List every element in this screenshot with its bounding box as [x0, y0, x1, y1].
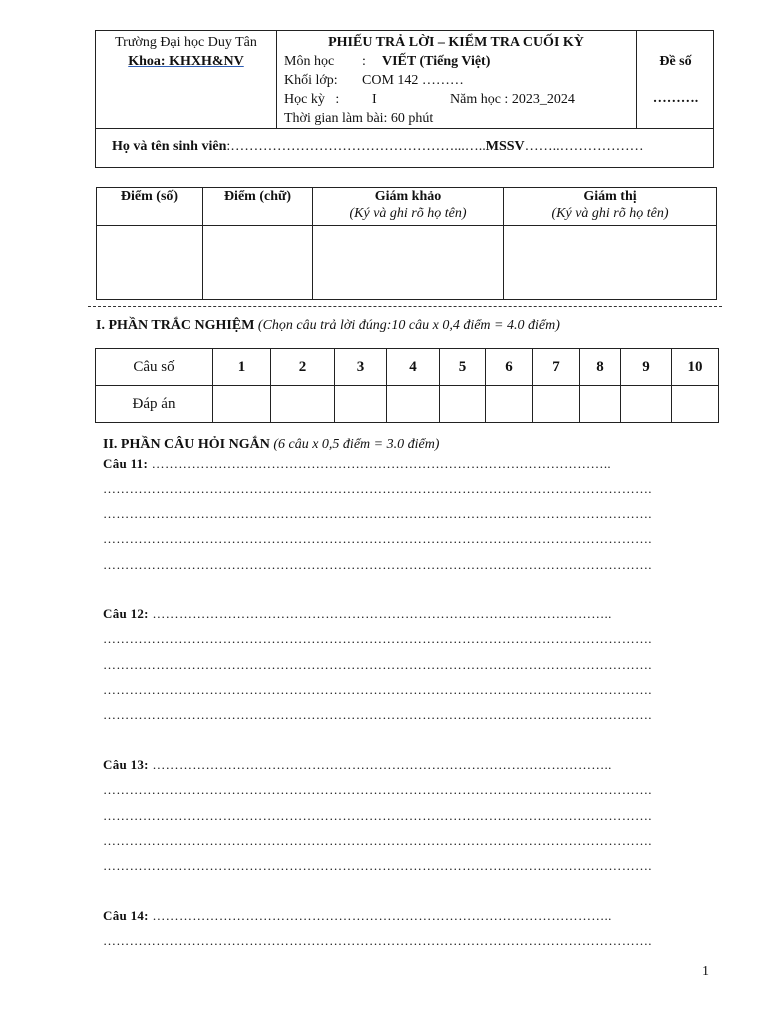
answer-line[interactable]: …………………………………………………………………………………………………………….: [103, 531, 652, 546]
section1-title: I. PHẦN TRẮC NGHIỆM: [96, 318, 255, 333]
school-name: Trường Đại học Duy Tân: [115, 35, 257, 50]
page-number: 1: [702, 964, 709, 979]
proctor-header: Giám thị (Ký và ghi rõ họ tên): [504, 188, 717, 226]
student-name-field: :…………………………………………...…..: [226, 139, 486, 154]
answer-line[interactable]: …………………………………………………………………………………………………………….: [103, 933, 652, 948]
term-line: [284, 92, 575, 108]
score-number-cell[interactable]: [97, 226, 203, 300]
term-value: I: [372, 92, 377, 107]
score-table-entry-row: [97, 226, 717, 300]
student-id-label: MSSV: [485, 139, 525, 154]
question-number-label: Câu số: [96, 349, 213, 386]
subject-label: Môn học: [284, 54, 335, 69]
exam-header-box: [95, 30, 714, 168]
answer-line[interactable]: …………………………………………………………………………………………………………….: [103, 808, 652, 823]
answer-cell[interactable]: [672, 386, 719, 423]
question-number: 9: [621, 349, 672, 386]
faculty-name: Khoa: KHXH&NV: [128, 54, 244, 69]
question-number: 8: [580, 349, 621, 386]
answer-row: [96, 386, 719, 423]
answer-line[interactable]: …………………………………………………………………………………………………………….: [103, 858, 652, 873]
question-number: 7: [533, 349, 580, 386]
class-line: [284, 73, 464, 89]
question-number: 3: [335, 349, 387, 386]
answer-cell[interactable]: [440, 386, 486, 423]
examiner-signature-cell[interactable]: [313, 226, 504, 300]
answer-line[interactable]: …………………………………………………………………………………………………………….: [103, 506, 652, 521]
score-table-header-row: [97, 188, 717, 226]
sheet-title: PHIẾU TRẢ LỜI – KIỂM TRA CUỐI KỲ: [328, 35, 584, 50]
question-13-line[interactable]: Câu 13: …………………………………………………………………………………………..: [103, 757, 612, 772]
answer-cell[interactable]: [533, 386, 580, 423]
student-id-field: ……..………………: [524, 139, 644, 154]
section1-note: (Chọn câu trả lời đúng:10 câu x 0,4 điểm = 4.0 điểm): [257, 318, 560, 333]
header-divider: [96, 128, 713, 129]
term-label: Học kỳ :: [284, 92, 340, 107]
score-number-header: Điểm (số): [97, 188, 203, 226]
answer-line[interactable]: …………………………………………………………………………………………………………….: [103, 631, 652, 646]
section2-title: II. PHẦN CÂU HỎI NGẮN: [103, 437, 270, 452]
answer-cell[interactable]: [621, 386, 672, 423]
school-year: Năm học : 2023_2024: [450, 92, 575, 107]
student-name-label: Họ và tên sinh viên: [112, 139, 227, 154]
score-table: [96, 187, 717, 300]
answer-line[interactable]: …………………………………………………………………………………………………………….: [103, 707, 652, 722]
student-info-line: [112, 139, 644, 155]
question-number: 5: [440, 349, 486, 386]
exam-duration: Thời gian làm bài: 60 phút: [284, 111, 434, 126]
score-words-header: Điểm (chữ): [203, 188, 313, 226]
answer-cell[interactable]: [213, 386, 271, 423]
question-number: 4: [387, 349, 440, 386]
answer-cell[interactable]: [580, 386, 621, 423]
exam-code-value: ……….: [652, 91, 699, 106]
class-label: Khối lớp:: [284, 73, 338, 88]
question-number-row: [96, 349, 719, 386]
answer-line[interactable]: …………………………………………………………………………………………………………….: [103, 782, 652, 797]
question-number: 1: [213, 349, 271, 386]
header-divider: [636, 31, 637, 129]
section2-note: (6 câu x 0,5 điểm = 3.0 điểm): [273, 437, 440, 452]
answer-line[interactable]: …………………………………………………………………………………………………………….: [103, 682, 652, 697]
subject-value: VIẾT (Tiếng Việt): [382, 54, 491, 69]
answer-grid: [95, 348, 719, 423]
question-label: Câu 14:: [103, 908, 149, 923]
score-words-cell[interactable]: [203, 226, 313, 300]
question-number: 10: [672, 349, 719, 386]
question-number: 6: [486, 349, 533, 386]
proctor-signature-cell[interactable]: [504, 226, 717, 300]
answer-cell[interactable]: [387, 386, 440, 423]
answer-line[interactable]: …………………………………………………………………………………………………………….: [103, 481, 652, 496]
question-12-line[interactable]: Câu 12: …………………………………………………………………………………………..: [103, 606, 612, 621]
subject-line: [284, 54, 491, 70]
answer-line[interactable]: …………………………………………………………………………………………………………….: [103, 833, 652, 848]
section2-heading: [103, 437, 439, 453]
question-label: Câu 13:: [103, 757, 149, 772]
question-label: Câu 12:: [103, 606, 149, 621]
section1-heading: [96, 318, 560, 334]
subject-colon: :: [362, 54, 366, 69]
class-value: COM 142 ………: [362, 73, 464, 88]
question-14-line[interactable]: Câu 14: …………………………………………………………………………………………..: [103, 908, 612, 923]
answer-line[interactable]: …………………………………………………………………………………………………………….: [103, 657, 652, 672]
question-number: 2: [271, 349, 335, 386]
cut-line: [88, 306, 722, 307]
question-11-line[interactable]: Câu 11: …………………………………………………………………………………………..: [103, 456, 611, 471]
examiner-header: Giám khảo (Ký và ghi rõ họ tên): [313, 188, 504, 226]
answer-row-label: Đáp án: [96, 386, 213, 423]
answer-cell[interactable]: [271, 386, 335, 423]
answer-line[interactable]: …………………………………………………………………………………………………………….: [103, 557, 652, 572]
answer-cell[interactable]: [486, 386, 533, 423]
exam-code-label: Đề số: [659, 54, 692, 69]
answer-cell[interactable]: [335, 386, 387, 423]
question-label: Câu 11:: [103, 456, 149, 471]
